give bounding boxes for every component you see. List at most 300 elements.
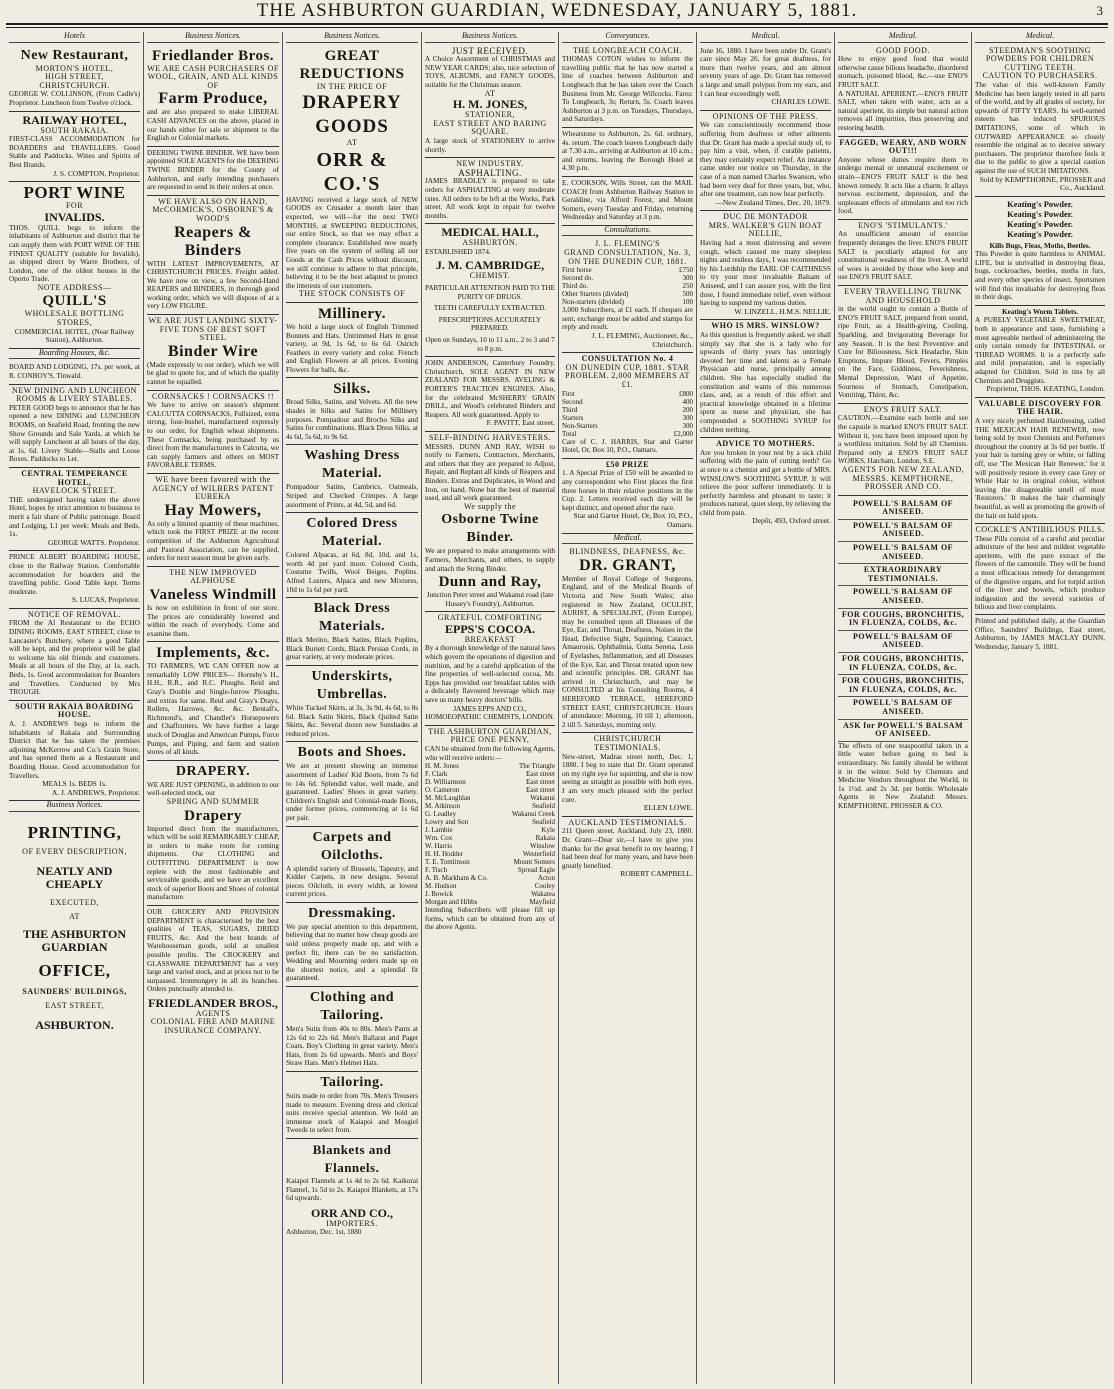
prize-name: Second bbox=[562, 397, 583, 406]
agent-value: Winslow bbox=[530, 842, 555, 851]
section-header: Business Notices. bbox=[9, 801, 140, 812]
masthead bbox=[0, 0, 1114, 22]
ad-duc-montador bbox=[700, 211, 831, 320]
ad-title: Vaneless Windmill bbox=[149, 586, 277, 603]
ad-body: 211 Queen street, Auckland, July 23, 1880. Dr. Grant—Dear sir,—I have to give you thanks for the great benefit to my hearing; I had been deaf for many years, and have been greatly benefited. bbox=[562, 827, 693, 870]
columns bbox=[6, 32, 1108, 1384]
prize-row bbox=[562, 430, 693, 438]
keating-list bbox=[975, 199, 1105, 239]
ad-body: WITH LATEST IMPROVEMENTS, AT CHRISTCHURCH PRICES. Freight added. We have now on view, a few Second-Hand REAPERS and BINDERS, in thorough good working order, which we will dispose of at a very LOW FIGURE. bbox=[147, 259, 279, 311]
agent-name: A. B. Markham & Co. bbox=[425, 874, 488, 883]
ad-washing bbox=[286, 445, 418, 513]
ad-title: Clothing and Tailoring. bbox=[309, 990, 395, 1024]
ad-body: A splendid variety of Brussels, Tapestry, and Kidder Carpets, in new designs. Several pieces Oilcloth, in every width, at lowest current prices. bbox=[286, 864, 418, 899]
ad-signature: J. L. FLEMING, Auctioneer, &c., Christchurch. bbox=[591, 331, 693, 349]
ad-body: We can conscientiously recommend those suffering from deafness or other ailments that Dr. Grant has made a special study of, to pay him a visit, when, if curable patients, they may certainly expect relief. An instance came under our notice on Thursday, in the case of a man named Charles Swanson, who had been very deaf for three years, but, who, after one treatment, can now hear perfectly. bbox=[700, 121, 831, 199]
ad-signature: Proprietor, THOS. KEATING, London. bbox=[986, 384, 1105, 394]
imprint: Printed and published daily, at the Guardian Office, Saunders' Buildings, East street, Ashburton, by JAMES MACLAY DUNN, Wednesday, January 5, 1881. bbox=[975, 617, 1105, 651]
ad-subtitle: MORTON'S HOTEL, bbox=[35, 63, 114, 73]
agent-value: Mount Somers bbox=[513, 858, 555, 867]
agent-row bbox=[425, 778, 555, 786]
ad-printing bbox=[9, 814, 140, 1035]
prize-row bbox=[562, 290, 693, 298]
ad-quills-addr: COMMERCIAL HOTEL, (Near Railway Station), Ashburton. bbox=[14, 327, 135, 345]
ad-body: Anyone whose duties require them to undergo mental or unnatural excitement or strain—ENO'S FRUIT SALT is the best known remedy. It acts like a charm. It allays nervous excitement, depression, and the unpleasant effects of stimulants and too rich food. bbox=[838, 155, 968, 216]
ad-keating-powder bbox=[975, 197, 1105, 306]
agent-row bbox=[425, 858, 555, 866]
ad-title: J. L. FLEMING'S bbox=[595, 239, 660, 249]
ad-for: FOR bbox=[65, 201, 84, 211]
ad-body: CAUTION.—Examine each bottle and see the capsule is marked ENO'S FRUIT SALT. Without it, you have been imposed upon by a worthless imitation. Sold by all Chemists. Prepared only at ENO'S FRUIT SALT WORKS, Hatcham, London, S.E. bbox=[838, 414, 968, 466]
ad-body: As this question is frequently asked, we shall simply say that she is a lady who for upwards of thirty years has untiringly devoted her time and talents as a Female Physician and nurse, principally among children. She has especially studied the constitution and wants of this numerous class, and, as a result of this effort and practical knowledge obtained in a lifetime spent as nurse and physician, she has compounded a SOOTHING SYRUP for children teething. bbox=[700, 331, 831, 434]
prize-name: Third bbox=[562, 405, 578, 414]
ad-title: PORT WINE bbox=[23, 183, 126, 203]
ad-body: An unsufficient amount of exercise frequently deranges the liver. ENO'S FRUIT SALT is peculiarly adapted for any constitutional weakness of the liver. A world of woes is avoided by those who keep and use ENO'S FRUIT SALT. bbox=[838, 230, 968, 282]
ad-body: and are also prepared to make LIBERAL CASH ADVANCES on the above, placed in our hands either for sale or shipment to the English or Colonial markets. bbox=[147, 108, 279, 143]
section-header: Consultations. bbox=[562, 226, 693, 237]
ad-cookson-coach bbox=[562, 177, 693, 226]
ad-dr-grant bbox=[562, 546, 693, 733]
agent-row bbox=[425, 818, 555, 826]
ad-body: in the world ought to contain a Bottle of ENO'S FRUIT SALT, prepared from sound, ripe Fruit, as a Health-giving, Cooling, Sparkling, and Invigorating Beverage for any Season. It is the best Preventive and Cure for Biliousness, Sick Headache, Skin Eruptions, Impure Blood, Fevers, Pimples on the Face, Giddiness, Feverishness, Mental Depression, Want of Appetite, Sourness of Stomach, Constipation, Vomiting, Thirst, &c. bbox=[838, 305, 968, 400]
column-header: Medical. bbox=[975, 32, 1105, 43]
ad-body: PRINCE ALBERT BOARDING HOUSE, close to the Railway Station. Comfortable accommodation for boarders and the travelling public. Good Table kept. Terms moderate. bbox=[9, 553, 140, 596]
agent-name: T. E. Tomlinson bbox=[425, 858, 470, 867]
ad-lead: WHO IS MRS. WINSLOW? bbox=[711, 321, 820, 331]
ad-50-prize bbox=[562, 459, 693, 534]
balsam-heading: FOR COUGHS, BRONCHITIS, IN FLUENZA, COLDS, &c. bbox=[838, 675, 968, 697]
keating-line: Keating's Powder. bbox=[1007, 198, 1073, 209]
ad-mrs-winslow bbox=[700, 320, 831, 438]
prize-row bbox=[562, 414, 693, 422]
printing-l6: THE ASHBURTON GUARDIAN bbox=[22, 926, 127, 954]
ad-title: ENO'S 'STIMULANTS.' bbox=[858, 220, 948, 230]
prize-name: Starters bbox=[562, 413, 584, 422]
ad-steedman bbox=[975, 45, 1105, 197]
ad-title: SOUTH RAKAIA BOARDING HOUSE. bbox=[15, 701, 134, 720]
ad-role: CHEMIST. bbox=[469, 271, 511, 281]
ad-title: Black Dress Materials. bbox=[313, 601, 391, 635]
ad-body: Are you broken in your rest by a sick child suffering with the pain of cutting teeth? Go at once to a chemist and get a bottle of MRS. WINSLOW'S SOOTHING SYRUP. It will relieve the poor sufferer immediately. It is perfectly harmless and pleasant to taste; it produces natural, quiet sleep, by relieving the child from pain. bbox=[700, 448, 831, 517]
ad-signature: Sold by KEMPTHORNE, PROSSER and Co., Auckland. bbox=[979, 174, 1105, 193]
ad-body: 1. A Special Prize of £50 will be awarded to any correspondent who First places the first three horses in their relative positions in the Cup. 2. Letters received each day will be kept distinct, and opened after the race. bbox=[562, 469, 693, 512]
ad-body: Broad Silks, Satins, and Velvets. All the new shades in Silks and Satins for Millinery purposes. Pompadour and Brocho Silks and Satins for combinations. Black Dress Silks, at 4s 6d, 5s 6d, to 9s 6d. bbox=[286, 398, 418, 441]
ad-l4: AT bbox=[346, 138, 358, 148]
ad-body: The value of this well-known Family Medicine has been largely tested in all parts of the world, and by all grades of society, for upwards of FIFTY YEARS. Its well-earned esteem has induced SPURIOUS IMITATIONS, some of which in OUTWARD APPEARANCE so closely resemble the original as to deceive unwary purchasers. The proprietor therefore feels it due to the public to give a special caution against the use of SUCH IMITATIONS. bbox=[975, 80, 1105, 175]
ad-body: We have to arrive on season's shipment CALCUTTA CORNSACKS, Fullsized, extra strong, four-bushel, manufactured expressly to our order, for English wheat shipments. These Cornsacks, being purchased by us direct from the manufacturers in Calcutta, we can supply farmers and others on MOST FAVORABLE TERMS. bbox=[147, 401, 279, 470]
ad-signature: ROBERT CAMPBELL. bbox=[620, 869, 693, 879]
printing-l10: ASHBURTON. bbox=[35, 1017, 114, 1032]
ad-lead: WE ARE JUST LANDING SIXTY-FIVE TONS OF BEST SOFT STEEL bbox=[148, 316, 278, 343]
ad-farm: Farm Produce, bbox=[158, 90, 268, 108]
ad-worm-tablets bbox=[975, 306, 1105, 398]
column-header: Business Notices. bbox=[425, 32, 555, 43]
ad-eno-caution bbox=[838, 404, 968, 496]
ad-body2: We are prepared to make arrangements with Farmers, Merchants, and others, to supply and attach the String Binder. bbox=[425, 547, 555, 573]
ad-l1: GREAT REDUCTIONS bbox=[299, 47, 405, 82]
ad-body: FIRST-CLASS ACCOMMODATION for BOARDERS and TRAVELLERS. Good Stable and Paddocks. Wines and Spirits of Best Brands. bbox=[9, 135, 140, 169]
agent-row bbox=[425, 794, 555, 802]
balsam-list bbox=[838, 498, 968, 742]
ad-lead: WE HAVE ALSO ON HAND, McCORMICK'S, OSBORNE'S & WOOD'S bbox=[152, 196, 274, 223]
prize-row bbox=[562, 274, 693, 282]
ad-title: OPINIONS OF THE PRESS. bbox=[712, 111, 819, 121]
prize-row bbox=[562, 266, 693, 274]
ad-l5: ORR & CO.'S bbox=[316, 148, 388, 195]
ad-colored bbox=[286, 513, 418, 598]
ad-supply: We supply the bbox=[463, 501, 517, 511]
section-header: Medical. bbox=[562, 534, 693, 545]
ad-name: J. M. CAMBRIDGE, bbox=[435, 258, 545, 273]
agent-name: M. Hudson bbox=[425, 882, 457, 891]
ad-quills-title: QUILL'S bbox=[42, 293, 107, 310]
column-conveyances bbox=[558, 32, 696, 1384]
ad-body: MESSRS. DUNN AND RAY, WISH to notify to Farmers, Contractors, Merchants, and others that they are prepared to Adjust, Repair, and Replant all kinds of Reapers and Binders. Extras and Duplicates, in Wood and Iron, on hand. None but the best of material used, and all work guaranteed. bbox=[425, 442, 555, 503]
masthead-title: THE ASHBURTON GUARDIAN, WEDNESDAY, JANUARY 5, 1881. bbox=[256, 0, 858, 21]
ad-name: H. M. JONES, bbox=[452, 97, 528, 112]
printing-l5: AT bbox=[69, 912, 80, 922]
agent-name: Lowry and Son bbox=[425, 818, 469, 827]
agent-value: Seafield bbox=[532, 802, 555, 811]
ad-role: STATIONER, bbox=[465, 110, 515, 120]
ad-title: Hay Mowers, bbox=[164, 501, 262, 519]
ad-railway-hotel bbox=[9, 112, 140, 183]
printing-l9: EAST STREET, bbox=[45, 1001, 104, 1011]
printing-l8: SAUNDERS' BUILDINGS, bbox=[22, 986, 127, 996]
agent-row bbox=[425, 898, 555, 906]
masthead-rule bbox=[6, 23, 1108, 28]
ad-title: THE ASHBURTON GUARDIAN, bbox=[428, 726, 552, 736]
ad-sub: GRAND CONSULTATION, No. 3, ON THE DUNEDIN CUP, 1881. bbox=[564, 248, 691, 266]
keating-line: Keating's Powder. bbox=[1007, 208, 1073, 219]
ad-est: ESTABLISHED 1874. bbox=[425, 247, 491, 256]
column-business-1 bbox=[143, 32, 282, 1384]
column-header: Hotels bbox=[9, 32, 140, 43]
agent-row bbox=[425, 770, 555, 778]
prize-value: 200 bbox=[682, 405, 693, 414]
ad-invalids: INVALIDS. bbox=[44, 209, 105, 224]
agent-value: Kyle bbox=[541, 826, 555, 835]
ad-body: Suits made to order from 70s. Men's Trousers made to measure. Evening dress and clerical suits receive special attention. We hold an immense stock of Kaiapoi and Mosgiel Tweeds to select from. bbox=[286, 1092, 418, 1135]
agent-value: Wakanui Creek bbox=[511, 810, 555, 819]
column-header: Business Notices. bbox=[286, 32, 418, 43]
ad-quills-sub: WHOLESALE BOTTLING STORES, bbox=[24, 309, 125, 328]
agent-value: Acton bbox=[537, 874, 555, 883]
agent-value: Cooley bbox=[534, 882, 555, 891]
agent-row bbox=[425, 834, 555, 842]
ad-title: VALUABLE DISCOVERY FOR THE HAIR. bbox=[978, 398, 1102, 417]
ad-title: CORNSACKS ! CORNSACKS !! bbox=[151, 391, 275, 401]
agents-table bbox=[425, 762, 555, 906]
ad-carpets bbox=[286, 827, 418, 903]
ad-sub: ASPHALTING. bbox=[458, 167, 522, 178]
ad-fagged bbox=[838, 137, 968, 220]
ad-signature: Star and Garter Hotel, Or, Box 10, P.O., Oamaru. bbox=[573, 511, 693, 529]
column-business-2 bbox=[282, 32, 421, 1384]
ad-guardian-agents bbox=[425, 726, 555, 935]
ad-title: MEDICAL HALL, bbox=[441, 225, 539, 240]
ad-signature: J. S. COMPTON, Proprietor. bbox=[53, 168, 140, 178]
agent-row bbox=[425, 890, 555, 898]
prize-value: 400 bbox=[682, 397, 693, 406]
ad-body: A very nicely perfumed Hairdressing, called THE MEXICAN HAIR RENEWER, now being sold by most Chemists and Perfumers throughout the country at 3s 6d per bottle. If your hair is turning grey or white, or falling off, use 'The Mexican Hair Renewer,' for it will positively restore in every case Grey or White Hair to its original colour, without leaving the disagreeable smell of most 'Restorers.' It makes the hair charmingly beautiful, as well as promoting the growth of the hair on bald spots. bbox=[975, 416, 1105, 520]
ad-board-lodging bbox=[9, 361, 140, 384]
ad-sub: ASHBURTON. bbox=[462, 238, 518, 248]
ad-body: THE undersigned having taken the above Hotel, hopes by strict attention to business to merit a fair share of Public patronage. Board and Lodging, L1 per week; Meals and Beds, 1s. bbox=[9, 495, 140, 539]
prize-value: 100 bbox=[682, 298, 693, 307]
ad-title: GOOD FOOD. bbox=[876, 45, 930, 55]
ad-title: FAGGED, WEARY, AND WORN OUT!!! bbox=[839, 137, 967, 156]
ad-stimulants bbox=[838, 220, 968, 286]
prize-table bbox=[562, 390, 693, 438]
balsam-heading: POWELL'S BALSAM OF ANISEED. bbox=[838, 498, 968, 520]
ad-title: ENO'S FRUIT SALT. bbox=[863, 404, 943, 414]
ad-cockle-pills bbox=[975, 524, 1105, 654]
ad-title: Colored Dress Material. bbox=[306, 516, 398, 550]
ad-temperance-hotel bbox=[9, 468, 140, 551]
agent-value: Wakanui bbox=[530, 794, 555, 803]
agent-row bbox=[425, 850, 555, 858]
ad-christchurch-testimonials bbox=[562, 733, 693, 816]
ad-body: HAVING received a large stock of NEW GOODS ex Crusader a month later than expected, we will—for the next TWO MONTHS, at SWEEPING REDUCTIONS, our entire Stock, so that we may effect a complete clearance. Established now nearly five years on the system of selling all our Goods at the Cash Prices without discount, we still continue to adhere to that principle, believing it to be the best adapted to protect the interests of our customers. bbox=[286, 195, 418, 290]
ad-natural: A NATURAL APERIENT.—ENO'S FRUIT SALT, when taken with water, acts as a natural aperient, its simple but natural action removes all impurities, thus preserving and restoring health. bbox=[838, 89, 968, 132]
ad-body: A. J. ANDREWS begs to inform the inhabitants of Rakaia and Surrounding District that he has taken the premises adjoining McKerrow and Co.'s Grain Store, and has opened them as a Restaurant and Boarding House. Good accommodation for Travellers. bbox=[9, 720, 140, 780]
agent-row bbox=[425, 874, 555, 882]
agent-name: H. M. Jones bbox=[425, 762, 459, 771]
ad-tailoring bbox=[286, 1072, 418, 1139]
ad-body: Care of C. J. HARRIS, Star and Garter Hotel, Or, Box 10, P.O., Oamaru. bbox=[562, 437, 693, 455]
ad-price: PRICE ONE PENNY, bbox=[450, 735, 530, 745]
ad-title: SELF-BINDING HARVESTERS. bbox=[428, 432, 552, 442]
ad-at: AT bbox=[484, 88, 496, 98]
prize-value: 300 bbox=[682, 274, 693, 283]
agent-name: H. H. Hodder bbox=[425, 850, 464, 859]
ad-l2: IN THE PRICE OF bbox=[316, 81, 388, 91]
ad-lead: THE NEW IMPROVED ALPHOUSE bbox=[169, 567, 257, 586]
ad-dressmaking bbox=[286, 903, 418, 987]
ad-press-opinions bbox=[700, 111, 831, 212]
ad-body: E. COOKSON, Wills Street, ran the MAIL COACH from Ashburton Railway Station to Geraldine, via Alford Forest, and Mount Somers, every Tuesday and Friday, returning Wednesday and Saturday at 3 p.m. bbox=[562, 178, 693, 222]
ad-footer: Intending Subscribers will please fill up forms, which can be obtained from any of the above Agents. bbox=[425, 906, 555, 932]
section-header: Boarding Houses, &c. bbox=[9, 349, 140, 360]
ad-body: JAMES BRADLEY is prepared to take orders for ASPHALTING at very moderate rates. All orders to be left at the Works, Park street. All work kept in repair for twelve months. bbox=[425, 177, 555, 220]
agent-value: Mayfield bbox=[529, 898, 555, 907]
agent-row bbox=[425, 802, 555, 810]
ad-body: BOARD AND LODGING, 17s. per week, at R. CONBOY'S, Tinwald. bbox=[9, 363, 140, 381]
ad-body2: Imported direct from the manufacturers, which will be sold REMARKABLY CHEAP, in orders to make room for coming shipments. Our CLOTHING and OUTFITTING DEPARTMENT is now replete with the most fashionable and serviceable goods, and we have an excellent stock of superior Boots and Shoes of colonial manufacture. bbox=[147, 824, 279, 902]
ad-jones bbox=[425, 45, 555, 159]
ad-binder-wire bbox=[147, 315, 279, 391]
ad-title: Millinery. bbox=[318, 305, 386, 322]
prize-name: First bbox=[562, 389, 575, 398]
prize-row bbox=[562, 398, 693, 406]
ad-body: 3,000 Subscribers, at £1 each. If cheques are sent, exchange must be added and stamps for reply and result. bbox=[562, 306, 693, 332]
ad-prescriptions: PRESCRIPTIONS ACCURATELY PREPARED. bbox=[438, 315, 542, 333]
ad-body: PETER GOOD begs to announce that he has opened a new DINING and LUNCHEON ROOMS, on Seafield Road, fronting the new Show Grounds and Sale Yards, at which he will supply Luncheon at all hours of the day, at 1s. 6d. Livery Stable—Stalls and Loose Boxes. Paddocks to Let. bbox=[9, 403, 140, 464]
ad-title: Boots and Shoes. bbox=[297, 745, 407, 761]
ad-windmill bbox=[147, 567, 279, 643]
ad-title: GRATEFUL COMFORTING bbox=[437, 613, 543, 623]
ad-signature: S. LUCAS, Proprietor. bbox=[71, 595, 140, 605]
ad-body: These Pills consist of a careful and peculiar admixture of the best and mildest vegetable aperients, with the pure extract of the flowers of the camomile. They will be found a most efficacious remedy for derangement of the digestive organs, and for torpid action of the liver and bowels, which produce indigestion and the several varieties of bilious and liver complaints. bbox=[975, 534, 1105, 612]
ad-company: COLONIAL FIRE AND MARINE INSURANCE COMPANY. bbox=[150, 1017, 276, 1036]
agent-row bbox=[425, 842, 555, 850]
ad-body: How to enjoy good food that would otherwise cause bilious headache, disordered stomach, poisoned blood, &c.—use ENO'S FRUIT SALT. bbox=[838, 55, 968, 89]
printing-l7: OFFICE, bbox=[38, 960, 111, 980]
ad-title: CENTRAL TEMPERANCE HOTEL, bbox=[21, 468, 128, 487]
ad-sub: BREAKFAST bbox=[464, 634, 516, 644]
agent-name: F. Tisch bbox=[425, 866, 448, 875]
ad-title: Silks. bbox=[333, 381, 371, 398]
ad-title: Drapery bbox=[184, 807, 242, 824]
ad-lead: JUST RECEIVED. bbox=[451, 45, 529, 56]
ad-asphalting bbox=[425, 158, 555, 224]
ad-umbrellas bbox=[286, 666, 418, 742]
ad-kills: Kills Bugs, Fleas, Moths, Beetles. bbox=[989, 241, 1091, 250]
ad-title: RAILWAY HOTEL, bbox=[22, 112, 127, 127]
balsam-heading: POWELL'S BALSAM OF ANISEED. bbox=[838, 697, 968, 719]
agent-value: East street bbox=[526, 786, 555, 795]
ad-millinery bbox=[286, 303, 418, 379]
agent-value: East street bbox=[526, 770, 555, 779]
agent-name: W. Harris bbox=[425, 842, 452, 851]
balsam-heading: POWELL'S BALSAM OF ANISEED. bbox=[838, 586, 968, 608]
prize-row bbox=[562, 422, 693, 430]
agent-value: East street bbox=[526, 778, 555, 787]
ad-title: Binder Wire bbox=[167, 342, 259, 360]
divider bbox=[975, 614, 1105, 615]
ad-meals: MEALS 1s. BEDS 1s. bbox=[42, 780, 107, 789]
ad-name: Dunn and Ray, bbox=[438, 574, 542, 591]
ad-address: SOUTH RAKAIA. bbox=[40, 125, 109, 135]
ad-teeth: TEETH CAREFULLY EXTRACTED. bbox=[433, 304, 547, 313]
ad-title: Implements, &c. bbox=[156, 645, 270, 662]
ad-body: Colored Alpacas, at 6d, 8d, 10d, and 1s, worth 4d per yard more. Colored Cords, Costume Twills, Wool Beiges, Poplins. Alfred Lusters, Alpaca and new Mixtures, 10d to 1s 6d per yard. bbox=[286, 551, 418, 594]
ad-note: NOTE ADDRESS— bbox=[37, 282, 112, 292]
ad-medical-hall bbox=[425, 224, 555, 357]
ad-body: CAN be obtained from the following Agents, who will receive orders:— bbox=[425, 745, 555, 762]
ad-body: June 16, 1880. I have been under Dr. Grant's care since May 26, for great deafness, for more than twelve years, and am almost seventy years of age. Dr. Grant has removed a large and small polypus from my ears, and I can hear exceedingly well. bbox=[700, 46, 831, 98]
ad-address: Junction Peter street and Wakanui road (late Hussey's Foundry), Ashburton. bbox=[426, 591, 554, 608]
ad-consultation-4 bbox=[562, 353, 693, 459]
ad-sub: MRS. WALKER'S GUN BOAT NELLIE, bbox=[708, 220, 823, 239]
ad-body: THOMAS COTON wishes to inform the travelling public that he has now started a line of coaches between Ashburton and Longbeach that he has taken over the Coach Business from Mr. George Willcocks. Fares: To Longbeach, 3s; Return, 5s. Coach leaves Ashburton at 3 p.m. on Tuesdays, Thursdays, and Saturdays. bbox=[562, 55, 693, 124]
ad-body: Black Merino, Black Satins, Black Poplins, Black Buriett Cords, Black Persian Cords, in great variety, at very moderate prices. bbox=[286, 636, 418, 662]
ad-body: As only a limited quantity of these machines, which took the FIRST PRIZE at the recent competition of the Ashburton Agricultural and Pastoral Association, can be supplied, orders for next season must be given early. bbox=[147, 519, 279, 563]
ad-title2: Osborne Twine Binder. bbox=[441, 512, 539, 546]
agent-row bbox=[425, 810, 555, 818]
ad-good-food bbox=[838, 45, 968, 137]
ad-body: The effects of one teaspoonful taken in a little water before going to bed is extraordinary. No family should be without it in the winter. Sold by Chemists and Medicine Vendors throughout the World, in 1s 1½d. and 2s 3d. per bottle. Wholesale Agents in New Zealand: Messrs. KEMPTHORNE, PROSSER & CO. bbox=[838, 741, 968, 810]
prize-value: £750 bbox=[679, 266, 693, 275]
ad-deering bbox=[147, 147, 279, 196]
column-hotels bbox=[6, 32, 143, 1384]
agent-value: Rakaia bbox=[535, 834, 555, 843]
balsam-heading: FOR COUGHS, BRONCHITIS, IN FLUENZA, COLDS, &c. bbox=[838, 609, 968, 631]
prize-value: 300 bbox=[682, 421, 693, 430]
agent-name: M. McLaughlan bbox=[425, 794, 471, 803]
agent-name: J. Lambie bbox=[425, 826, 453, 835]
ad-grocery bbox=[147, 906, 279, 1039]
ad-l3: DRAPERY GOODS bbox=[302, 92, 402, 138]
balsam-heading: ASK for POWELL'S BALSAM OF ANISEED. bbox=[838, 720, 968, 742]
ad-body: A PURELY VEGETABLE SWEETMEAT, both in appearance and taste, furnishing a most agreeable method of administering the only certain remedy for INTESTINAL or THREAD WORMS. It is a perfectly safe and mild preparation, and is especially adapted for Children. Sold in tins by all Chemists and Druggists. bbox=[975, 316, 1105, 385]
ad-hours: Open on Sundays, 10 to 11 a.m., 2 to 3 and 7 to 8 p.m. bbox=[425, 336, 555, 353]
ad-signature: W. LINZELL, H.M.S. NELLIE. bbox=[734, 306, 831, 316]
prize-name: Non-Starters bbox=[562, 421, 598, 430]
ad-grant-testimonial bbox=[700, 45, 831, 111]
ad-body: Member of Royal College of Surgeons, England, and of the Medical Boards of Victoria and New South Wales; also registered in New Zealand, OCULIST, AURIST, & SPECIALIST, (From Europe), may be consulted upon all Diseases of the Eye, Ear, and Throat, Deafness, Noises in the Head, Defective Sight, Squinting, Cataract, Amaurosis, Ophthalmia, Gutta Serena, Loss of Eyelashes, Inflammation, and all Diseases of the Eye, Ear, and Throat treated upon new and scientific principles. DR. GRANT has arrived in Christchurch, and may be CONSULTED at his Consulting Rooms, 4 HEREFORD TERRACE, HEREFORD STREET EAST, CHRISTCHURCH. Hours of attendance: Morning, 10 till 1; afternoon, 2 till 5. Saturdays, morning only. bbox=[562, 574, 693, 729]
ad-body: THOS. QUILL begs to inform the inhabitants of Ashburton and district that he can supply them with PORT WINE OF THE FINEST QUALITY (suitable for Invalids), as shipped direct by Warre Brothers, of London, one of the oldest houses in the Oporto Trade. bbox=[9, 223, 140, 284]
balsam-heading: POWELL'S BALSAM OF ANISEED. bbox=[838, 542, 968, 564]
ad-title: STEEDMAN'S SOOTHING POWDERS FOR CHILDREN CUTTING TEETH. bbox=[985, 45, 1095, 72]
ad-body: PARTICULAR ATTENTION PAID TO THE PURITY OF DRUGS. bbox=[425, 284, 556, 301]
agent-name: Wm. Cox bbox=[425, 834, 453, 843]
column-header: Medical. bbox=[838, 32, 968, 43]
ad-epps bbox=[425, 612, 555, 726]
ad-body2: A large stock of STATIONERY to arrive shortly. bbox=[425, 136, 555, 154]
ad-auckland-testimonials bbox=[562, 817, 693, 882]
agent-row bbox=[425, 762, 555, 770]
ad-body: A Choice Assortment of CHRISTMAS and NEW YEAR CARDS; also, nice selection of TOYS, ALBUMS, and FANCY GOODS, suitable for the Christmas season. bbox=[425, 55, 555, 89]
ad-title: CONSULTATION No. 4 bbox=[581, 354, 674, 364]
ad-friedlander bbox=[147, 45, 279, 147]
prize-row bbox=[562, 406, 693, 414]
prize-value: £2,000 bbox=[673, 429, 693, 438]
ad-body: Having had a most distressing and severe cough, which caused me many sleepless nights and restless days, I was recommended by his Lordship the EARL OF CAITHNESS to try your most invaluable Balsam of Aniseed, and I can assure you, with the first dose, I found immediate relief, even without having to suspend my various duties. bbox=[700, 239, 831, 308]
ad-season: SPRING AND SUMMER bbox=[166, 797, 260, 806]
prize-value: 300 bbox=[682, 413, 693, 422]
balsam-heading: POWELL'S BALSAM OF ANISEED. bbox=[838, 520, 968, 542]
ad-date: Ashburton, Dec. 1st, 1880 bbox=[286, 1228, 362, 1237]
ad-longbeach-coach bbox=[562, 45, 693, 128]
ad-hay-mowers bbox=[147, 474, 279, 567]
prize-name: Second do. bbox=[562, 274, 594, 283]
ad-anderson bbox=[425, 357, 555, 432]
prize-name: Other Starters (divided) bbox=[562, 290, 629, 299]
ad-role: AGENTS bbox=[195, 1008, 231, 1018]
ad-title: CHRISTCHURCH TESTIMONIALS. bbox=[593, 734, 662, 752]
ad-new-restaurant bbox=[9, 45, 140, 112]
ad-signature: ORR AND CO., bbox=[310, 1205, 393, 1220]
agent-value: Westerfield bbox=[522, 850, 555, 859]
ad-title: EVERY TRAVELLING TRUNK AND HOUSEHOLD bbox=[844, 287, 962, 305]
ad-signature: JAMES EPPS AND CO., HOMOEOPATHIC CHEMISTS, LONDON. bbox=[425, 704, 555, 722]
agent-name: Morgan and Hibbs bbox=[425, 898, 478, 907]
ad-title: Friedlander Bros. bbox=[151, 47, 275, 64]
agent-row bbox=[425, 786, 555, 794]
agent-value: The Triangle bbox=[519, 762, 555, 771]
agent-name: F. Clark bbox=[425, 770, 448, 779]
ad-signature: ELLEN LOWE. bbox=[643, 803, 693, 813]
ad-south-rakaia bbox=[9, 701, 140, 802]
ad-body: This Powder is quite harmless to ANIMAL LIFE, but is unrivalled in destroying fleas, bugs, cockroaches, beetles, moths in furs, and every other species of insect. Sportsmen will find this invaluable for destroying fleas in their dogs. bbox=[975, 250, 1105, 302]
prize-name: Total bbox=[562, 429, 577, 438]
ad-title: COCKLE'S ANTIBILIOUS PILLS. bbox=[975, 525, 1105, 535]
ad-lead: WE have been favored with the AGENCY of WILBERS PATENT EUREKA bbox=[152, 474, 274, 502]
ad-title: AUCKLAND TESTIMONIALS. bbox=[568, 817, 687, 827]
ad-clothing bbox=[286, 987, 418, 1072]
ad-title: NEW INDUSTRY. bbox=[456, 159, 524, 169]
printing-l4: EXECUTED, bbox=[50, 897, 99, 907]
ad-body: Men's Suits from 40s to 80s. Men's Pants at 12s 6d to 22s 6d. Men's Ballarat and Paget Coats. Boy's Clothing in great variety. Men's Hats, from 2s 6d upwards. Men's and Boys' Straw Hats. Men's Helmet Hats. bbox=[286, 1025, 418, 1068]
agent-row bbox=[425, 826, 555, 834]
printing-l1: PRINTING, bbox=[27, 822, 122, 842]
ad-port-wine bbox=[9, 182, 140, 349]
ad-harvesters bbox=[425, 432, 555, 612]
page-number: 3 bbox=[1096, 3, 1104, 18]
ad-fleming-consultation bbox=[562, 238, 693, 353]
